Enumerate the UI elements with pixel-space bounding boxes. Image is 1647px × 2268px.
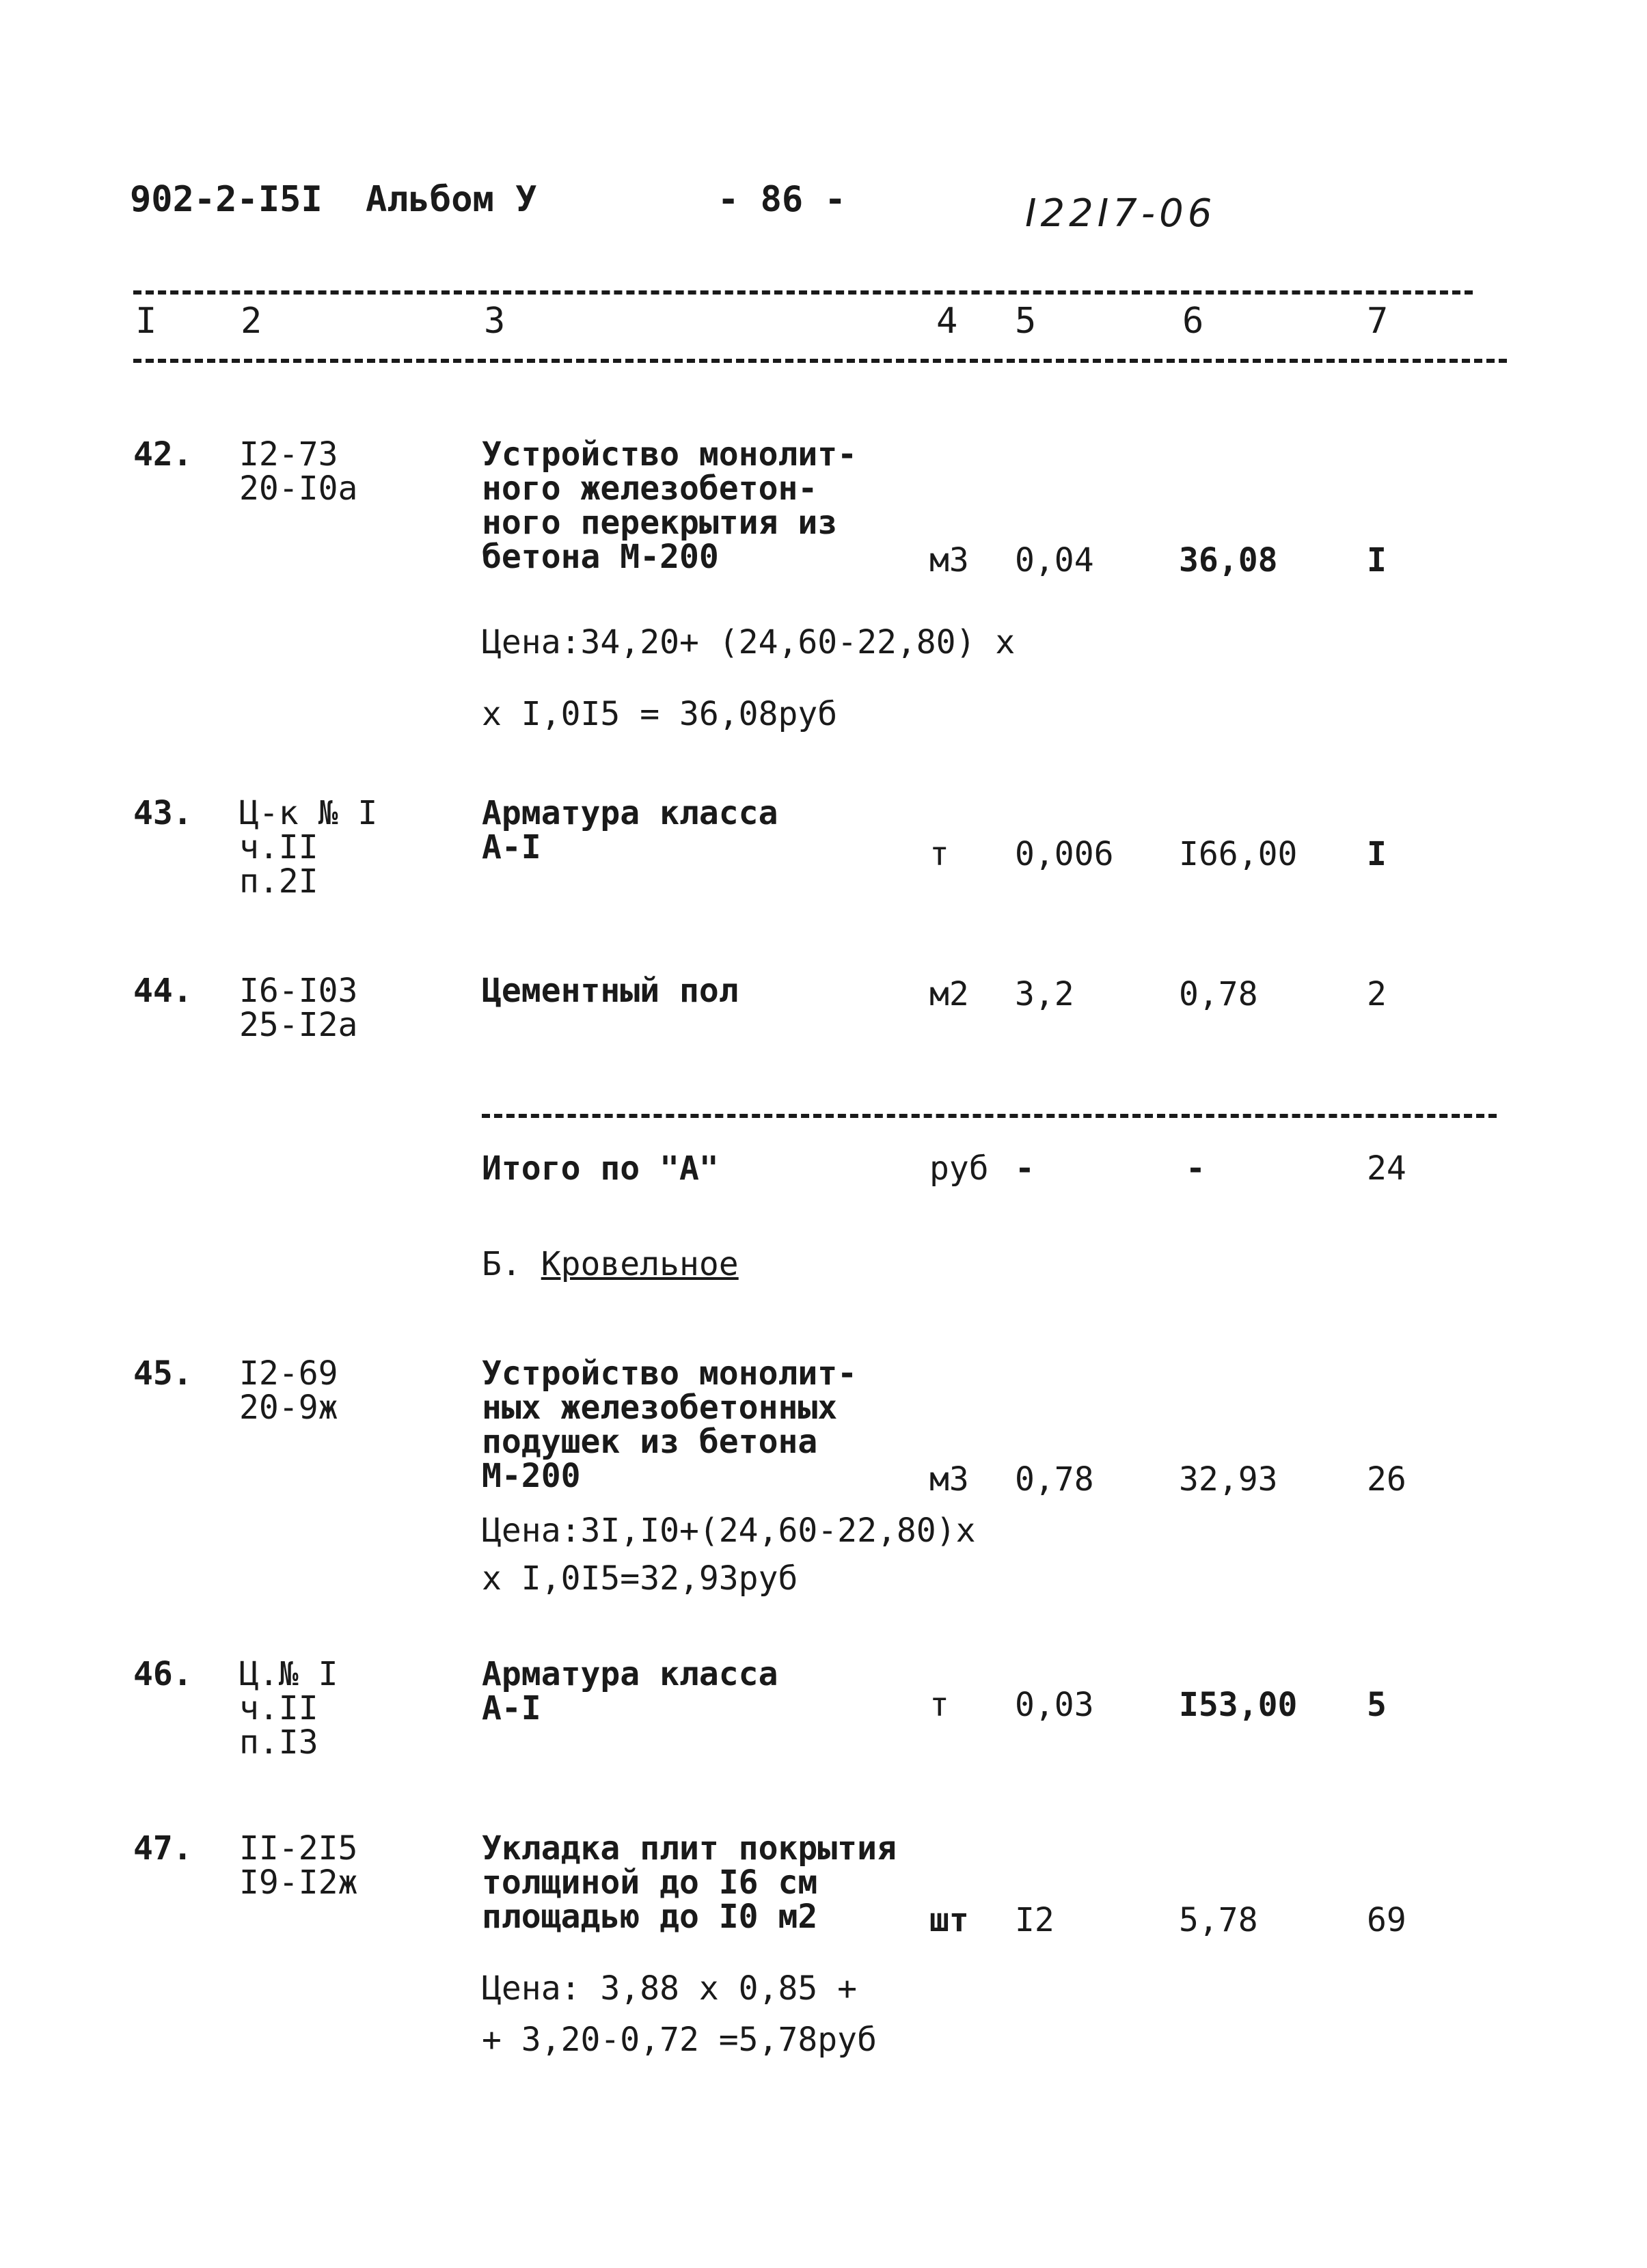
row-42-desc: Устройство монолит- ного железобетон- ного перекрытия из бетона М-200 (482, 435, 858, 576)
row-47-price: 5,78 (1179, 1901, 1258, 1939)
subtotal-label: Итого по "А" (482, 1149, 719, 1188)
row-46-num: 46. (133, 1655, 193, 1693)
doc-code: 902-2-I5I (130, 179, 323, 220)
row-44-price: 0,78 (1179, 975, 1258, 1013)
subtotal-rule (482, 1114, 1497, 1118)
row-45-desc: Устройство монолит- ных железобетонных подушек из бетона М-200 (482, 1354, 858, 1495)
row-45-note-1: Цена:3I,I0+(24,60-22,80)х (482, 1512, 976, 1550)
row-46-total: 5 (1367, 1686, 1387, 1724)
row-43-price: I66,00 (1179, 835, 1298, 873)
col-num-3: 3 (484, 301, 506, 342)
row-44-unit: м2 (929, 975, 969, 1013)
section-b-heading (482, 1247, 739, 1281)
row-47-note-2: + 3,20-0,72 =5,78руб (482, 2021, 877, 2059)
col-num-2: 2 (241, 301, 262, 342)
subtotal-qty: - (1015, 1149, 1035, 1188)
section-b-title: Кровельное (541, 1245, 739, 1283)
row-42-note-1: Цена:34,20+ (24,60-22,80) х (482, 623, 1016, 661)
row-47-qty: I2 (1015, 1901, 1054, 1939)
row-47-unit: шт (929, 1901, 969, 1939)
row-47-note-1: Цена: 3,88 х 0,85 + (482, 1969, 858, 2008)
row-45-note-2: х I,0I5=32,93руб (482, 1559, 798, 1598)
row-43-desc: Арматура класса А-I (482, 794, 778, 866)
col-num-7: 7 (1367, 301, 1389, 342)
row-43-total: I (1367, 835, 1387, 873)
section-b-prefix: Б. (482, 1245, 521, 1283)
row-46-code: Ц.№ I ч.II п.I3 (239, 1655, 338, 1762)
row-42-code: I2-73 20-I0a (239, 435, 358, 508)
col-num-4: 4 (936, 301, 958, 342)
col-num-5: 5 (1015, 301, 1037, 342)
row-42-price: 36,08 (1179, 541, 1278, 579)
row-42-unit: м3 (929, 541, 969, 579)
row-43-num: 43. (133, 794, 193, 832)
row-46-desc: Арматура класса А-I (482, 1655, 778, 1727)
row-44-total: 2 (1367, 975, 1387, 1013)
row-42-total: I (1367, 541, 1387, 579)
page-number: - 86 - (718, 179, 846, 220)
row-44-code: I6-I03 25-I2а (239, 972, 358, 1044)
row-47-desc: Укладка плит покрытия толщиной до I6 см площадью до I0 м2 (482, 1829, 897, 1936)
row-44-num: 44. (133, 972, 193, 1010)
row-46-qty: 0,03 (1015, 1686, 1094, 1724)
subtotal-unit: руб (929, 1149, 989, 1188)
header-bottom-rule (133, 359, 1507, 363)
col-num-1: I (135, 301, 157, 342)
row-46-unit: т (929, 1686, 949, 1724)
row-42-note-2: х I,0I5 = 36,08руб (482, 695, 838, 733)
row-45-code: I2-69 20-9ж (239, 1354, 338, 1427)
row-45-price: 32,93 (1179, 1460, 1278, 1499)
subtotal-total: 24 (1367, 1149, 1406, 1188)
col-num-6: 6 (1182, 301, 1204, 342)
row-46-price: I53,00 (1179, 1686, 1298, 1724)
row-42-num: 42. (133, 435, 193, 474)
row-43-qty: 0,006 (1015, 835, 1114, 873)
row-47-code: II-2I5 I9-I2ж (239, 1829, 358, 1902)
row-43-unit: т (929, 835, 949, 873)
row-47-num: 47. (133, 1829, 193, 1868)
subtotal-price: - (1186, 1149, 1206, 1188)
row-42-qty: 0,04 (1015, 541, 1094, 579)
row-43-code: Ц-к № I ч.II п.2I (239, 794, 378, 901)
handwritten-number: I22I7-06 (1025, 191, 1216, 236)
row-45-unit: м3 (929, 1460, 969, 1499)
row-45-num: 45. (133, 1354, 193, 1393)
row-44-qty: 3,2 (1015, 975, 1074, 1013)
row-45-total: 26 (1367, 1460, 1406, 1499)
row-47-total: 69 (1367, 1901, 1406, 1939)
row-44-desc: Цементный пол (482, 972, 739, 1010)
header-top-rule (133, 290, 1473, 295)
row-45-qty: 0,78 (1015, 1460, 1094, 1499)
album-label: Альбом У (366, 179, 537, 220)
